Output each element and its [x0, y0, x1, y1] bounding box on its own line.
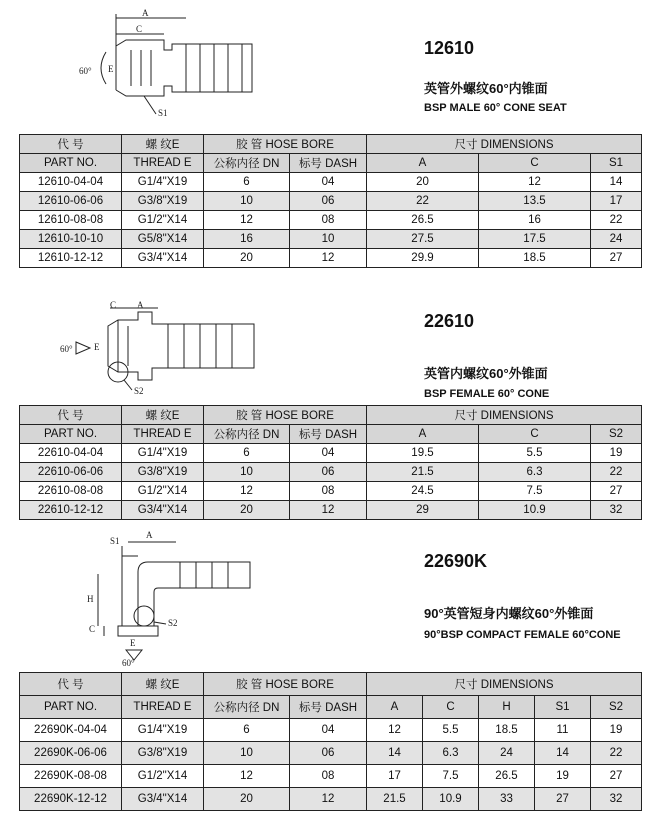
cell-thread: G1/2"X14	[122, 765, 204, 788]
svg-text:60°: 60°	[79, 66, 92, 76]
title-english: BSP FEMALE 60° CONE	[424, 388, 550, 400]
header-thread-cn: 螺 纹E	[122, 406, 204, 425]
header-c: C	[479, 425, 591, 444]
title-chinese: 英管外螺纹60°内锥面	[424, 81, 548, 96]
header-s2: S2	[591, 425, 642, 444]
cell-h: 24	[479, 742, 535, 765]
cell-thread: G3/4"X14	[122, 788, 204, 811]
cell-dn: 12	[204, 765, 290, 788]
cell-a: 29.9	[367, 249, 479, 268]
header-thread: THREAD E	[122, 425, 204, 444]
cell-dash: 06	[290, 463, 367, 482]
cell-part-no: 12610-10-10	[20, 230, 122, 249]
cell-dash: 08	[290, 765, 367, 788]
cell-thread: G3/8"X19	[122, 463, 204, 482]
svg-text:S2: S2	[134, 386, 144, 396]
cell-c: 6.3	[423, 742, 479, 765]
cell-dash: 12	[290, 249, 367, 268]
cell-s1: 17	[591, 192, 642, 211]
cell-dash: 12	[290, 788, 367, 811]
cell-c: 5.5	[423, 719, 479, 742]
header-part-no: PART NO.	[20, 696, 122, 719]
header-part-cn: 代 号	[20, 673, 122, 696]
cell-s2: 22	[591, 463, 642, 482]
cell-part-no: 22690K-12-12	[20, 788, 122, 811]
title-english: BSP MALE 60° CONE SEAT	[424, 102, 567, 114]
cell-c: 6.3	[479, 463, 591, 482]
cell-part-no: 22690K-06-06	[20, 742, 122, 765]
cell-s1: 24	[591, 230, 642, 249]
cell-dn: 12	[204, 211, 290, 230]
header-part-no: PART NO.	[20, 425, 122, 444]
cell-part-no: 12610-06-06	[20, 192, 122, 211]
cell-thread: G1/4"X19	[122, 173, 204, 192]
cell-s1: 22	[591, 211, 642, 230]
header-c: C	[479, 154, 591, 173]
cell-c: 16	[479, 211, 591, 230]
svg-text:C: C	[136, 24, 143, 34]
header-thread-cn: 螺 纹E	[122, 135, 204, 154]
cell-h: 26.5	[479, 765, 535, 788]
svg-text:E: E	[108, 64, 114, 74]
header-dimensions: 尺寸 DIMENSIONS	[367, 135, 642, 154]
header-hose-bore: 胶 管 HOSE BORE	[204, 406, 367, 425]
header-thread-cn: 螺 纹E	[122, 673, 204, 696]
cell-c: 17.5	[479, 230, 591, 249]
title-chinese: 90°英管短身内螺纹60°外锥面	[424, 606, 594, 621]
cell-dash: 12	[290, 501, 367, 520]
header-dash: 标号 DASH	[290, 425, 367, 444]
header-dimensions: 尺寸 DIMENSIONS	[367, 673, 642, 696]
cell-s2: 19	[591, 719, 642, 742]
header-row	[20, 673, 642, 696]
cell-a: 21.5	[367, 463, 479, 482]
cell-h: 18.5	[479, 719, 535, 742]
svg-text:S1: S1	[158, 108, 168, 118]
cell-a: 14	[367, 742, 423, 765]
header-h: H	[479, 696, 535, 719]
svg-text:H: H	[87, 594, 94, 604]
header-a: A	[367, 425, 479, 444]
header-hose-bore: 胶 管 HOSE BORE	[204, 673, 367, 696]
cell-a: 19.5	[367, 444, 479, 463]
cell-thread: G3/4"X14	[122, 249, 204, 268]
cell-dn: 16	[204, 230, 290, 249]
cell-a: 22	[367, 192, 479, 211]
header-part-no: PART NO.	[20, 154, 122, 173]
svg-text:E: E	[94, 342, 100, 352]
cell-thread: G3/8"X19	[122, 192, 204, 211]
header-dimensions: 尺寸 DIMENSIONS	[367, 406, 642, 425]
cell-part-no: 12610-08-08	[20, 211, 122, 230]
cell-a: 17	[367, 765, 423, 788]
cell-a: 12	[367, 719, 423, 742]
header-dash: 标号 DASH	[290, 154, 367, 173]
cell-a: 24.5	[367, 482, 479, 501]
title-english: 90°BSP COMPACT FEMALE 60°CONE	[424, 629, 621, 641]
dimensions-table	[19, 672, 642, 811]
svg-text:60°: 60°	[60, 344, 73, 354]
svg-text:A: A	[137, 300, 144, 310]
header-hose-bore: 胶 管 HOSE BORE	[204, 135, 367, 154]
header-part-cn: 代 号	[20, 135, 122, 154]
cell-c: 7.5	[423, 765, 479, 788]
table-row	[20, 719, 642, 742]
cell-part-no: 12610-12-12	[20, 249, 122, 268]
part-code: 12610	[424, 38, 475, 58]
table-row	[20, 765, 642, 788]
cell-s1: 14	[535, 742, 591, 765]
cell-dash: 04	[290, 719, 367, 742]
part-code: 22610	[424, 311, 475, 331]
cell-a: 20	[367, 173, 479, 192]
cell-thread: G3/4"X14	[122, 501, 204, 520]
header-s2: S2	[591, 696, 642, 719]
cell-dash: 04	[290, 173, 367, 192]
header-row	[20, 696, 642, 719]
cell-dash: 10	[290, 230, 367, 249]
svg-text:60°: 60°	[122, 658, 135, 666]
cell-c: 7.5	[479, 482, 591, 501]
cell-c: 10.9	[423, 788, 479, 811]
cell-thread: G5/8"X14	[122, 230, 204, 249]
header-dn: 公称内径 DN	[204, 696, 290, 719]
svg-text:S2: S2	[168, 618, 178, 628]
cell-a: 21.5	[367, 788, 423, 811]
header-a: A	[367, 696, 423, 719]
cell-s1: 27	[591, 249, 642, 268]
header-thread: THREAD E	[122, 696, 204, 719]
table-row	[20, 742, 642, 765]
cell-dash: 08	[290, 211, 367, 230]
cell-dn: 6	[204, 173, 290, 192]
svg-text:C: C	[110, 300, 117, 310]
svg-text:E: E	[130, 638, 136, 648]
cell-dash: 06	[290, 192, 367, 211]
part-code: 22690K	[424, 551, 488, 571]
cell-part-no: 22610-04-04	[20, 444, 122, 463]
svg-text:C: C	[89, 624, 96, 634]
cell-dn: 12	[204, 482, 290, 501]
cell-thread: G1/2"X14	[122, 211, 204, 230]
header-thread: THREAD E	[122, 154, 204, 173]
cell-c: 5.5	[479, 444, 591, 463]
header-c: C	[423, 696, 479, 719]
cell-a: 29	[367, 501, 479, 520]
cell-s2: 22	[591, 742, 642, 765]
cell-dash: 04	[290, 444, 367, 463]
cell-s1: 11	[535, 719, 591, 742]
header-s1: S1	[591, 154, 642, 173]
cell-s1: 14	[591, 173, 642, 192]
header-dn: 公称内径 DN	[204, 425, 290, 444]
cell-part-no: 22690K-08-08	[20, 765, 122, 788]
cell-s1: 19	[535, 765, 591, 788]
cell-c: 18.5	[479, 249, 591, 268]
header-dash: 标号 DASH	[290, 696, 367, 719]
cell-dn: 10	[204, 742, 290, 765]
header-dn: 公称内径 DN	[204, 154, 290, 173]
cell-thread: G1/4"X19	[122, 444, 204, 463]
cell-part-no: 22610-08-08	[20, 482, 122, 501]
svg-text:A: A	[142, 8, 149, 18]
cell-dn: 6	[204, 719, 290, 742]
cell-h: 33	[479, 788, 535, 811]
cell-dash: 06	[290, 742, 367, 765]
cell-dn: 20	[204, 249, 290, 268]
title-chinese: 英管内螺纹60°外锥面	[424, 366, 548, 381]
cell-part-no: 22610-06-06	[20, 463, 122, 482]
cell-thread: G1/2"X14	[122, 482, 204, 501]
cell-thread: G1/4"X19	[122, 719, 204, 742]
cell-dn: 20	[204, 788, 290, 811]
cell-dn: 20	[204, 501, 290, 520]
svg-text:A: A	[146, 530, 153, 540]
cell-s1: 27	[535, 788, 591, 811]
cell-c: 13.5	[479, 192, 591, 211]
cell-a: 27.5	[367, 230, 479, 249]
cell-s2: 32	[591, 501, 642, 520]
cell-s2: 32	[591, 788, 642, 811]
cell-part-no: 22610-12-12	[20, 501, 122, 520]
cell-c: 12	[479, 173, 591, 192]
cell-dn: 10	[204, 463, 290, 482]
cell-thread: G3/8"X19	[122, 742, 204, 765]
cell-s2: 19	[591, 444, 642, 463]
header-part-cn: 代 号	[20, 406, 122, 425]
cell-dash: 08	[290, 482, 367, 501]
cell-dn: 10	[204, 192, 290, 211]
cell-c: 10.9	[479, 501, 591, 520]
cell-s2: 27	[591, 765, 642, 788]
header-s1: S1	[535, 696, 591, 719]
elbow-compact-female-fitting-drawing	[84, 526, 254, 666]
table-row	[20, 788, 642, 811]
cell-part-no: 22690K-04-04	[20, 719, 122, 742]
cell-s2: 27	[591, 482, 642, 501]
svg-text:S1: S1	[110, 536, 120, 546]
cell-a: 26.5	[367, 211, 479, 230]
cell-part-no: 12610-04-04	[20, 173, 122, 192]
header-a: A	[367, 154, 479, 173]
cell-dn: 6	[204, 444, 290, 463]
